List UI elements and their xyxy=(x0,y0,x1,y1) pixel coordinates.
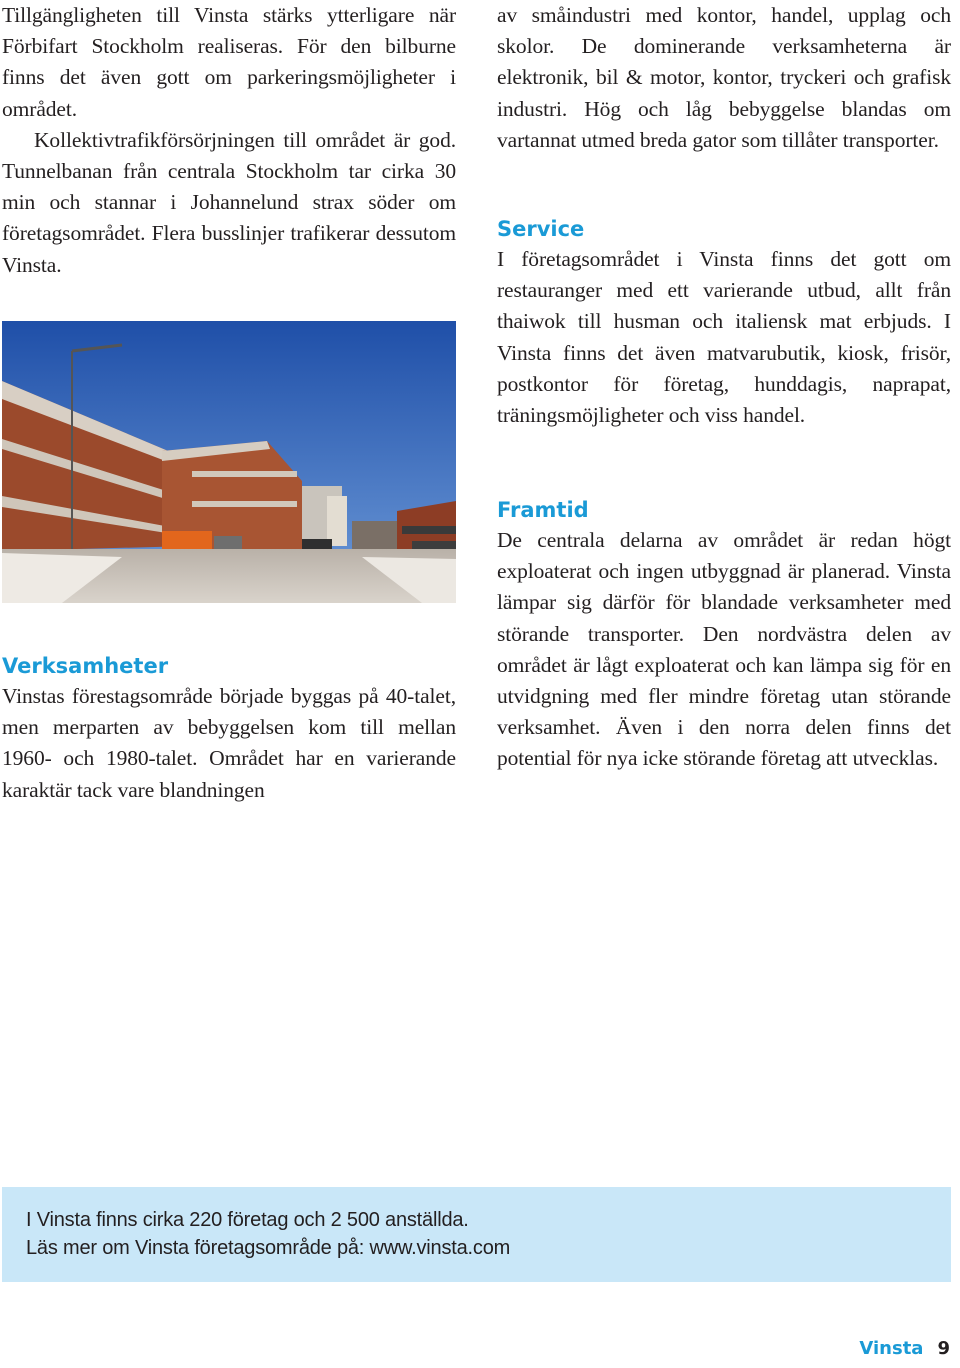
street-photo xyxy=(2,321,456,603)
left-column xyxy=(2,0,456,281)
footer-label: Vinsta xyxy=(859,1338,924,1359)
framtid-text: De centrala delarna av området är redan högt exploaterat och ingen utbyggnad är planerad. Vinsta lämpar sig därför för blandade verksamheter med störande transporter. Den nordvästra delen av området är lågt exploaterat och kan lämpa sig för en utvidgning med fler mindre företag utan störande verksamhet. Även i den norra delen finns det potential för nya icke störande företag att utvecklas. xyxy=(497,528,951,771)
page-footer xyxy=(859,1338,950,1359)
verksamheter-heading: Verksamheter xyxy=(2,654,169,678)
transit-paragraph: Kollektivtrafikförsörjningen till området är god. Tunnelbanan från centrala Stockholm tar cirka 30 min och stannar i Johannelund strax söder om företagsområdet. Flera busslinjer trafikerar dessutom Vinsta. xyxy=(2,127,456,277)
right-column xyxy=(497,0,951,156)
info-box xyxy=(2,1187,951,1282)
service-text: I företagsområdet i Vinsta finns det gott om restauranger med ett varierande utbud, allt från thaiwok till husman och italiensk mat erbjuds. I Vinsta finns det även matvarubutik, kiosk, frisör, postkontor för företag, hunddagis, naprapat, träningsmöjligheter och viss handel. xyxy=(497,247,951,428)
info-line-website: Läs mer om Vinsta företagsområde på: www.vinsta.com xyxy=(26,1237,511,1259)
intro-paragraph: Tillgängligheten till Vinsta stärks ytterligare när Förbifart Stockholm realiseras. För den bilburne finns det även gott om parkeringsmöjligheter i området. xyxy=(2,3,456,121)
page-number: 9 xyxy=(937,1338,950,1359)
framtid-section xyxy=(497,495,951,775)
service-heading: Service xyxy=(497,217,585,241)
verksamheter-text: Vinstas förestagsområde började byggas på 40-talet, men merparten av bebyggelsen kom till mellan 1960- och 1980-talet. Området har en varierande karaktär tack vare blandningen xyxy=(2,684,456,802)
service-section xyxy=(497,214,951,431)
verksamheter-section xyxy=(2,651,456,806)
framtid-heading: Framtid xyxy=(497,498,589,522)
continued-text: av småindustri med kontor, handel, upplag och skolor. De dominerande verksamheterna är elektronik, bil & motor, kontor, tryckeri och grafisk industri. Hög och låg bebyggelse blandas om vartannat utmed breda gator som tillåter transporter. xyxy=(497,3,951,152)
info-line-companies: I Vinsta finns cirka 220 företag och 2 500 anställda. xyxy=(26,1209,469,1231)
